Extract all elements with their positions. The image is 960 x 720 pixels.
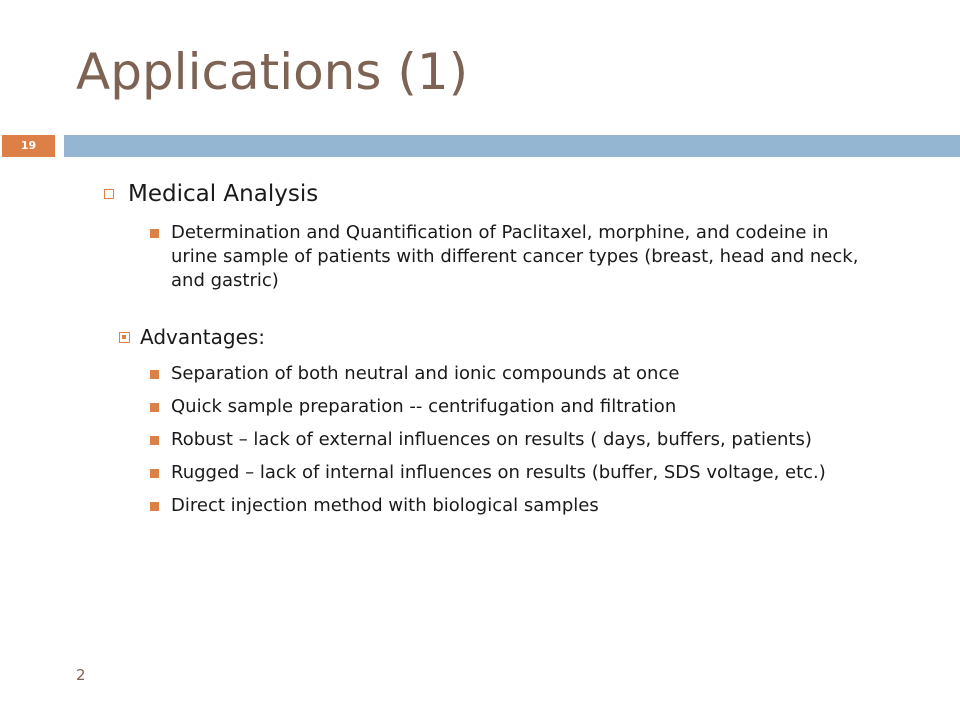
slide-title: Applications (1): [76, 43, 469, 101]
list-item: [150, 428, 870, 452]
slide-number-badge: 19: [2, 135, 55, 157]
heading-medical-analysis: [104, 178, 318, 210]
advantages-list: [150, 362, 870, 527]
list-item: [150, 395, 870, 419]
intro-bullet-list: [150, 221, 870, 302]
list-item: [150, 494, 870, 518]
title-divider-bar: [64, 135, 960, 157]
footer-page-number: 2: [76, 666, 86, 684]
square-bullet-icon: [150, 229, 159, 238]
bullet-text: Direct injection method with biological samples: [171, 495, 599, 516]
list-item: [150, 221, 870, 293]
bullet-text: Robust – lack of external influences on results ( days, buffers, patients): [171, 429, 812, 450]
bullet-text: Separation of both neutral and ionic compounds at once: [171, 363, 680, 384]
hollow-square-bullet-icon: [104, 189, 114, 199]
boxed-square-bullet-icon: [119, 332, 130, 343]
bullet-text: Determination and Quantification of Paclitaxel, morphine, and codeine in urine sample of patients with different cancer types (breast, head and neck, and gastric): [171, 222, 859, 291]
square-bullet-icon: [150, 469, 159, 478]
list-item: [150, 362, 870, 386]
square-bullet-icon: [150, 370, 159, 379]
subheading-advantages: [119, 322, 265, 352]
heading-text: Medical Analysis: [128, 181, 319, 207]
subheading-text: Advantages:: [140, 325, 266, 349]
bullet-text: Quick sample preparation -- centrifugation and filtration: [171, 396, 677, 417]
square-bullet-icon: [150, 403, 159, 412]
square-bullet-icon: [150, 502, 159, 511]
square-bullet-icon: [150, 436, 159, 445]
list-item: [150, 461, 870, 485]
bullet-text: Rugged – lack of internal influences on results (buffer, SDS voltage, etc.): [171, 462, 826, 483]
